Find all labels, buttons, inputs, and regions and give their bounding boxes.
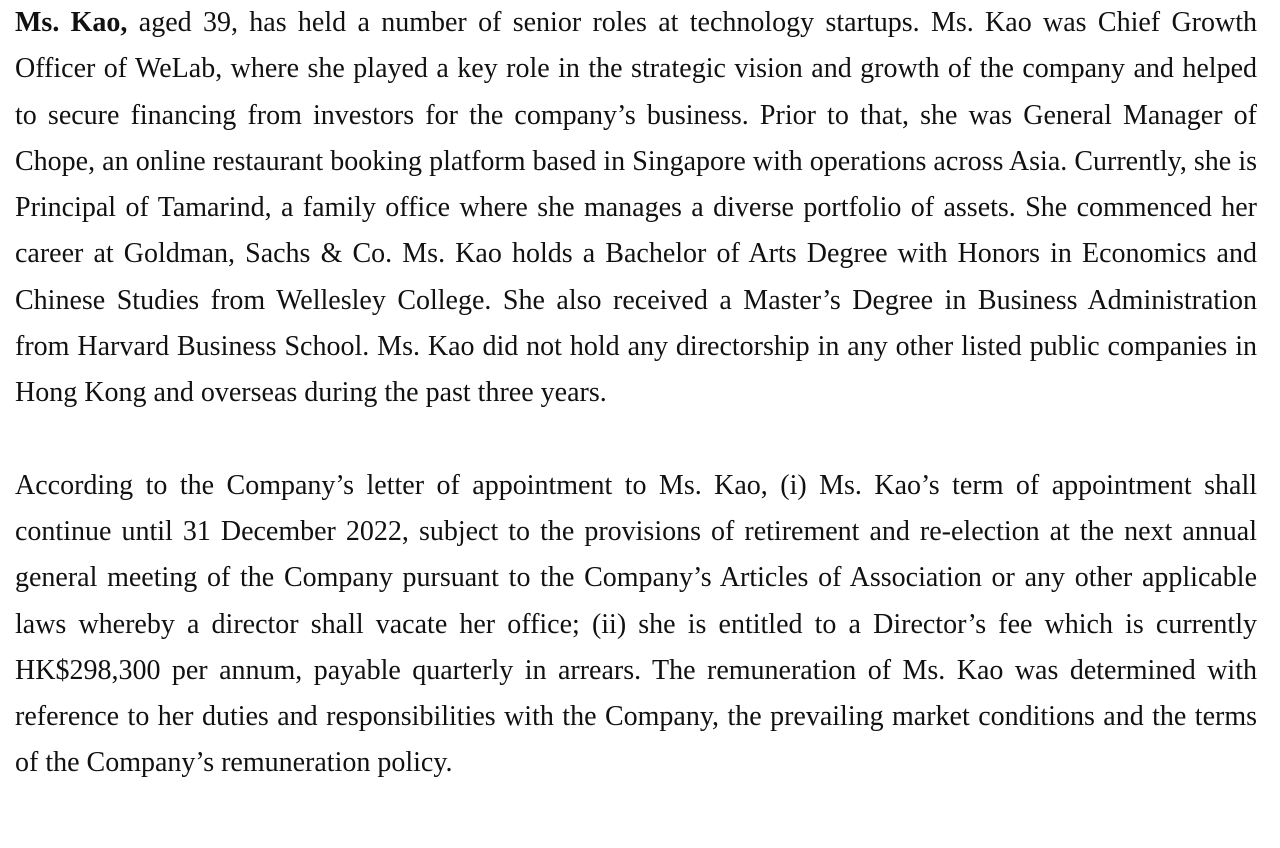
biography-text: aged 39, has held a number of senior roles at technology startups. Ms. Kao was Chief Growth Officer of WeLab, where she played a key role in the strategic vision and growth of the company and helped to secure financing from investors for the company’s business. Prior to that, she was General Manager of Chope, an online restaurant booking platform based in Singapore with operations across Asia. Currently, she is Principal of Tamarind, a family office where she manages a diverse portfolio of assets. She commenced her career at Goldman, Sachs & Co. Ms. Kao holds a Bachelor of Arts Degree with Honors in Economics and Chinese Studies from Wellesley College. She also received a Master’s Degree in Business Administration from Harvard Business School. Ms. Kao did not hold any directorship in any other listed public companies in Hong Kong and overseas during the past three years. xyxy=(15,7,1257,409)
director-name: Ms. Kao, xyxy=(15,7,128,38)
appointment-text: According to the Company’s letter of appointment to Ms. Kao, (i) Ms. Kao’s term of appointment shall continue until 31 December 2022, subject to the provisions of retirement and re-election at the next annual general meeting of the Company pursuant to the Company’s Articles of Association or any other applicable laws whereby a director shall vacate her office; (ii) she is entitled to a Director’s fee which is currently HK$298,300 per annum, payable quarterly in arrears. The remuneration of Ms. Kao was determined with reference to her duties and responsibilities with the Company, the prevailing market conditions and the terms of the Company’s remuneration policy. xyxy=(15,469,1257,779)
document-page xyxy=(15,0,1257,787)
biography-paragraph xyxy=(15,0,1257,417)
appointment-paragraph xyxy=(15,463,1257,787)
